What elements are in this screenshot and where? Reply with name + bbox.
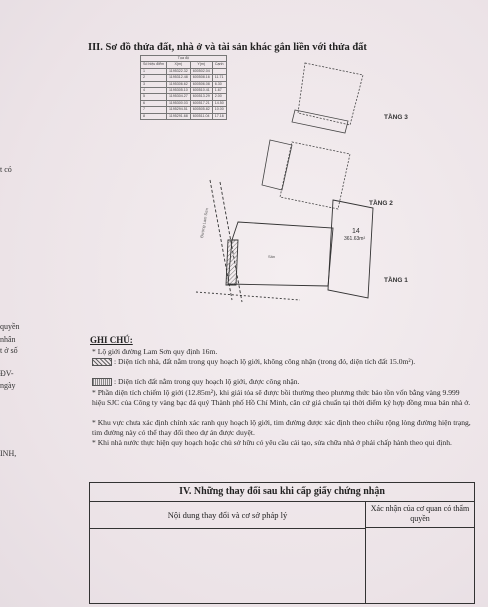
coord-cell: 1.67 <box>212 88 226 94</box>
coord-cell: 600510.41 <box>190 88 212 94</box>
coord-cell: 1195306.62 <box>166 81 190 87</box>
coord-cell: 10.00 <box>212 107 226 113</box>
coord-cell: 5 <box>141 94 167 100</box>
coord-header: Số hiệu điểm <box>141 62 167 68</box>
note-hatched-legend <box>92 357 472 367</box>
coord-cell: 600508.16 <box>190 75 212 81</box>
coord-cell: 14.50 <box>212 100 226 106</box>
plot-area: 361.63m² <box>344 236 366 242</box>
note-renovation: * Khi nhà nước thực hiện quy hoạch hoặc chủ sở hữu có yêu cầu cải tạo, sửa chữa nhà ở phải chấp hành theo qui định. <box>92 438 452 447</box>
floor-3-label: TẦNG 3 <box>384 114 408 121</box>
changes-title: IV. Những thay đổi sau khi cấp giấy chứng nhận <box>90 483 474 502</box>
coord-cell: 2 <box>141 75 167 81</box>
coord-cell: 3 <box>141 81 167 87</box>
plot-number: 14 <box>352 228 360 235</box>
coord-cell: 11.71 <box>212 75 226 81</box>
coord-cell: 17.16 <box>212 113 226 119</box>
coord-cell: 1195304.27 <box>166 94 190 100</box>
note-text: : Diện tích nhà, đất nằm trong quy hoạch lộ giới, không công nhận (trong đó, diện tích đất 15.0m²). <box>114 357 416 366</box>
coord-cell: 600513.29 <box>190 94 212 100</box>
coord-cell: 8 <box>141 113 167 119</box>
coord-cell: 1195300.03 <box>166 100 190 106</box>
margin-fragment: quyền <box>0 322 20 331</box>
changes-col-confirmation: Xác nhận của cơ quan có thẩm quyền <box>366 502 474 528</box>
road-label: Đường Lam Sơn <box>199 207 210 239</box>
coord-cell: 1195322.32 <box>166 68 190 74</box>
coord-cell: 600506.08 <box>190 81 212 87</box>
coord-cell: 6 <box>141 100 167 106</box>
coord-cell: 600511.04 <box>190 113 212 119</box>
margin-fragment: ĐV- <box>0 369 14 378</box>
room-label: Sân <box>268 254 276 259</box>
coord-cell: 600505.82 <box>190 107 212 113</box>
coord-cell: 1195305.10 <box>166 88 190 94</box>
floor-2-plan <box>262 140 350 209</box>
margin-fragment: ngày <box>0 381 16 390</box>
note-boundary: * Khu vực chưa xác định chính xác ranh quy hoạch lộ giới, tim đường được xác định theo chiều rộng lòng đường hiện trạng, tim đường này có thể thay đổi theo dự án được duyệt. <box>92 418 471 437</box>
coord-cell: 1 <box>141 68 167 74</box>
coord-cell: 600502.04 <box>190 68 212 74</box>
coord-table-caption: Tọa độ <box>141 56 227 62</box>
note-text: : Diện tích đất nằm trong quy hoạch lộ giới, được công nhận. <box>114 377 300 386</box>
coord-cell: 1195291.68 <box>166 113 190 119</box>
coord-cell: 7 <box>141 107 167 113</box>
floor-2-label: TẦNG 2 <box>369 200 393 207</box>
coord-cell: 4 <box>141 88 167 94</box>
margin-fragment: INH, <box>0 449 17 458</box>
coord-cell: 6.30 <box>212 81 226 87</box>
note-compensation: * Phần diện tích chiếm lộ giới (12.85m²), khi giải tỏa sẽ được bồi thường theo phương thức bảo tồn vốn bằng vàng 9.999 hiệu SJC của Công ty vàng bạc đá quý Thành phố Hồ Chí Minh, căn cứ giá chuẩn tại thời điểm ký hợp đồng mua bán nhà ở. <box>92 388 471 407</box>
column-divider <box>365 528 366 603</box>
floor-1-label: TẦNG 1 <box>384 277 408 284</box>
margin-fragment: t ở số <box>0 346 18 355</box>
coord-cell: 600517.21 <box>190 100 212 106</box>
margin-fragment: nhân <box>0 335 16 344</box>
note-road-width: * Lộ giới đường Lam Sơn quy định 16m. <box>92 347 218 356</box>
coord-header: X(m) <box>166 62 190 68</box>
notes-title: GHI CHÚ: <box>90 335 133 345</box>
note-dotted-legend <box>92 377 472 387</box>
coord-cell: 1195294.51 <box>166 107 190 113</box>
coord-cell: 2.00 <box>212 94 226 100</box>
hatched-swatch-icon <box>92 358 112 366</box>
changes-table <box>89 482 475 604</box>
margin-fragment: t có <box>0 165 12 174</box>
changes-col-content: Nội dung thay đổi và cơ sở pháp lý <box>90 502 366 529</box>
section-heading: III. Sơ đồ thửa đất, nhà ở và tài sản khác gắn liền với thửa đất <box>88 42 367 53</box>
floor-3-plan <box>292 63 363 133</box>
coord-cell: 1195312.48 <box>166 75 190 81</box>
coord-header: Cạnh <box>212 62 226 68</box>
coord-header: Y(m) <box>190 62 212 68</box>
dotted-swatch-icon <box>92 378 112 386</box>
